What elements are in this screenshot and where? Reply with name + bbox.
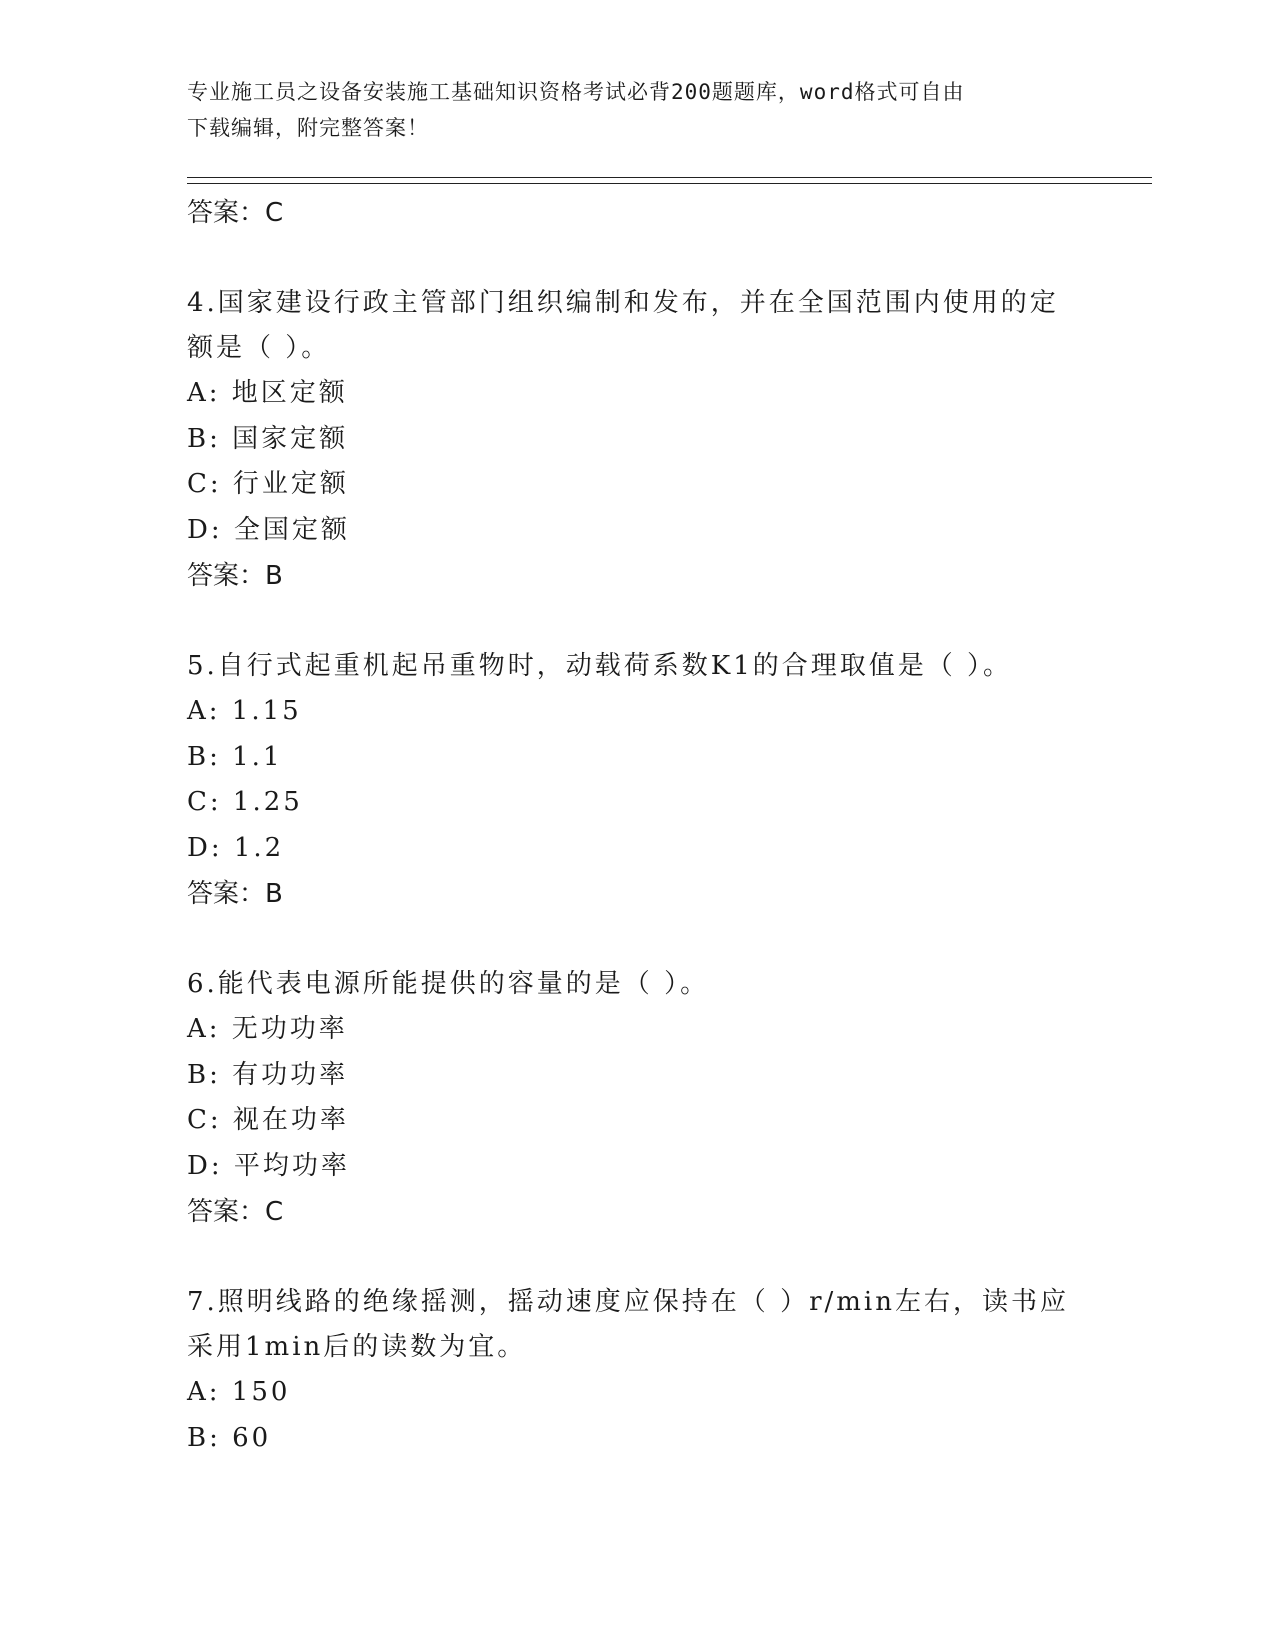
- spacer: [187, 917, 1087, 962]
- answer-line: 答案：B: [187, 879, 283, 909]
- option-b: B: 有功功率: [187, 1059, 349, 1090]
- header-line-2: 下载编辑，附完整答案！: [187, 116, 429, 140]
- question-stem: 4.国家建设行政主管部门组织编制和发布，并在全国范围内使用的定: [187, 288, 1059, 318]
- header-divider-bottom: [187, 183, 1152, 184]
- question-stem-continued: 采用1min后的读数为宜。: [187, 1332, 527, 1362]
- option-a: A: 地区定额: [187, 378, 348, 408]
- option-a: A: 1.15: [187, 696, 302, 726]
- spacer: [187, 599, 1087, 644]
- option-b: B: 1.1: [187, 741, 283, 772]
- option-c: C: 1.25: [187, 787, 303, 817]
- question-block: [187, 1280, 1087, 1461]
- question-stem: 7.照明线路的绝缘摇测，摇动速度应保持在（ ）r/min左右，读书应: [187, 1287, 1069, 1317]
- question-stem: 6.能代表电源所能提供的容量的是（ ）。: [187, 969, 710, 999]
- answer-line: 答案：B: [187, 561, 283, 591]
- answer-line: 答案：C: [187, 1197, 284, 1227]
- option-a: A: 150: [187, 1377, 291, 1407]
- option-c: C: 行业定额: [187, 469, 349, 499]
- spacer: [187, 1235, 1087, 1280]
- option-d: D: 1.2: [187, 832, 285, 863]
- document-header: [187, 74, 1067, 146]
- header-divider-top: [187, 177, 1152, 178]
- option-a: A: 无功功率: [187, 1014, 348, 1044]
- question-block: [187, 644, 1087, 917]
- option-d: D: 全国定额: [187, 514, 350, 545]
- question-block: [187, 281, 1087, 599]
- spacer: [187, 236, 1087, 281]
- option-d: D: 平均功率: [187, 1150, 350, 1181]
- option-c: C: 视在功率: [187, 1105, 349, 1135]
- question-stem-continued: 额是（ ）。: [187, 333, 331, 363]
- question-stem: 5.自行式起重机起吊重物时，动载荷系数K1的合理取值是（ ）。: [187, 651, 1013, 681]
- question-block: [187, 962, 1087, 1235]
- answer-line: 答案：C: [187, 198, 284, 228]
- option-b: B: 60: [187, 1422, 272, 1453]
- question-list: [187, 190, 1087, 1461]
- header-line-1: 专业施工员之设备安装施工基础知识资格考试必背200题题库，word格式可自由: [187, 80, 965, 104]
- option-b: B: 国家定额: [187, 423, 349, 454]
